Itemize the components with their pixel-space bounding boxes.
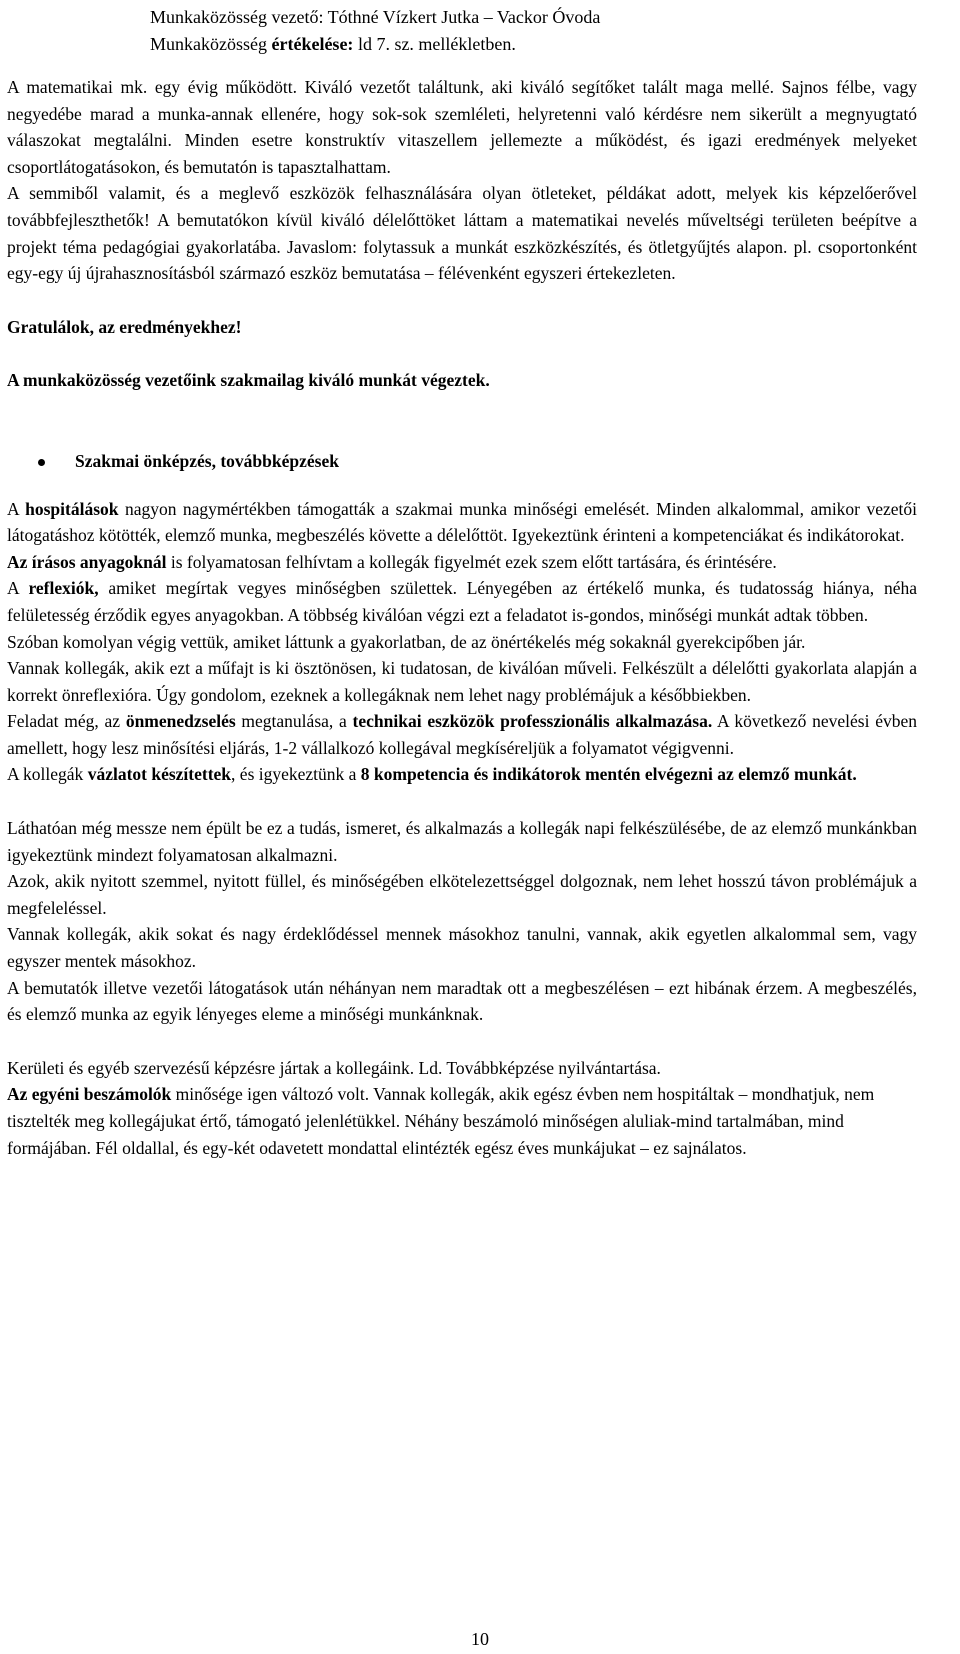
paragraph-oral: Szóban komolyan végig vettük, amiket láttunk a gyakorlatban, de az önértékelés még sokaknál gyerekcipőben jár. (7, 631, 806, 652)
page-header (150, 4, 850, 58)
document-body (7, 74, 917, 1161)
bullet-heading-text: Szakmai önképzés, továbbképzések (75, 450, 339, 471)
paragraph-discussions: A bemutatók illetve vezetői látogatások után néhányan nem maradtak ott a megbeszélésen – ezt hibának érzem. A megbeszélés, és elemző munka az egyik lényeges eleme a minőségi munkánknak. (7, 977, 917, 1025)
paragraph-individual-reports: Az egyéni beszámolók minősége igen változó volt. Vannak kollegák, akik egész évben nem hospitáltak – mondhatjuk, nem tisztelték meg kollegájukat értő, támogató jelenlétükkel. Néhány beszámoló minőségen aluliak-mind tartalmában, mind formájában. Fél oldallal, és egy-két odavetett mondattal elintézték egész éves munkájukat – ez sajnálatos. (7, 1084, 875, 1158)
bullet-icon (7, 448, 75, 475)
header-line-1: Munkaközösség vezető: Tóthné Vízkert Jutka – Vackor Óvoda (150, 7, 601, 27)
page-number: 10 (471, 1629, 489, 1649)
congratulations-heading: Gratulálok, az eredményekhez! (7, 316, 242, 337)
paragraph-trainings: Kerületi és egyéb szervezésű képzésre jártak a kollegáink. Ld. Továbbképzése nyilvántartása. (7, 1057, 661, 1078)
paragraph-reflections: A reflexiók, amiket megírtak vegyes minőségben születtek. Lényegében az értékelő munka, és tudatosság hiánya, néha felületesség érződik egyes anyagokban. A többség kiválóan végzi ezt a feladatot is-gondos, minőségi munkát adtak többen. (7, 578, 917, 625)
paragraph-ideas: A semmiből valamit, és a meglevő eszközök felhasználására olyan ötleteket, példákat adott, melyek kis képzelőerővel továbbfejleszthetők! A bemutatókon kívül kiváló délelőttöket láttam a matematikai nevelés műveltségi területen beépítve a projekt téma pedagógiai gyakorlatába. Javaslom: folytassuk a munkát eszközkészítés, és ötletgyűjtés alapon. pl. csoportonként egy-egy új újrahasznosításból származó eszköz bemutatása – félévenként egyszeri értekezleten. (7, 183, 917, 284)
paragraph-knowledge: Láthatóan még messze nem épült be ez a tudás, ismeret, és alkalmazás a kollegák napi felkészülésébe, de az elemző munkánkban igyekeztünk mindezt folyamatosan alkalmazni. (7, 818, 917, 865)
paragraph-task: Feladat még, az önmenedzselés megtanulása, a technikai eszközök professzionális alkalmazása. A következő nevelési évben amellett, hogy lesz minősítési eljárás, 1-2 vállalkozó kollegával megkíséreljük a folyamatot végigvenni. (7, 711, 917, 758)
bullet-section-heading (7, 448, 917, 475)
paragraph-genre: Vannak kollegák, akik ezt a műfajt is ki ösztönösen, ki tudatosan, de kiválóan műveli. Felkészült a délelőtti gyakorlata alapján a korrekt önreflexióra. Úgy gondolom, ezeknek a kollegáknak nem lehet nagy problémájuk a későbbiekben. (7, 658, 917, 705)
paragraph-draft: A kollegák vázlatot készítettek, és igyekeztünk a 8 kompetencia és indikátorok mentén elvégezni az elemző munkát. (7, 764, 857, 785)
leaders-heading: A munkaközösség vezetőink szakmailag kiváló munkát végeztek. (7, 370, 490, 391)
paragraph-open-minded: Azok, akik nyitott szemmel, nyitott füllel, és minőségében elkötelezettséggel dolgoznak, nem lehet hosszú távon problémájuk a megfeleléssel. (7, 871, 917, 918)
paragraph-colleagues-learning: Vannak kollegák, akik sokat és nagy érdeklődéssel mennek másokhoz tanulni, vannak, akik egyetlen alkalommal sem, vagy egyszer mentek másokhoz. (7, 924, 917, 972)
header-line-2: Munkaközösség értékelése: ld 7. sz. mellékletben. (150, 34, 516, 54)
paragraph-written-materials: Az írásos anyagoknál is folyamatosan felhívtam a kollegák figyelmét ezek szem előtt tartására, és érintésére. (7, 551, 777, 572)
paragraph-hospitations: A hospitálások nagyon nagymértékben támogatták a szakmai munka minőségi emelését. Minden alkalommal, amikor vezetői látogatáshoz kötötték, elemző munka, megbeszélés követte a délelőttöt. Igyekeztünk érinteni a kompetenciákat és indikátorokat. (7, 498, 917, 546)
paragraph-math-mk: A matematikai mk. egy évig működött. Kiváló vezetőt találtunk, aki kiváló segítőket talált maga mellé. Sajnos félbe, vagy negyedébe marad a munka-annak ellenére, hogy sok-sok szemléleti, helyretenni való kérdésre nem sikerült a megnyugtató válaszokat megtalálni. Minden esetre konstruktív vitaszellem jellemezte a működést, és igazi eredmények melyeket csoportlátogatásokon, és bemutatón is tapasztalhattam. (7, 77, 917, 177)
